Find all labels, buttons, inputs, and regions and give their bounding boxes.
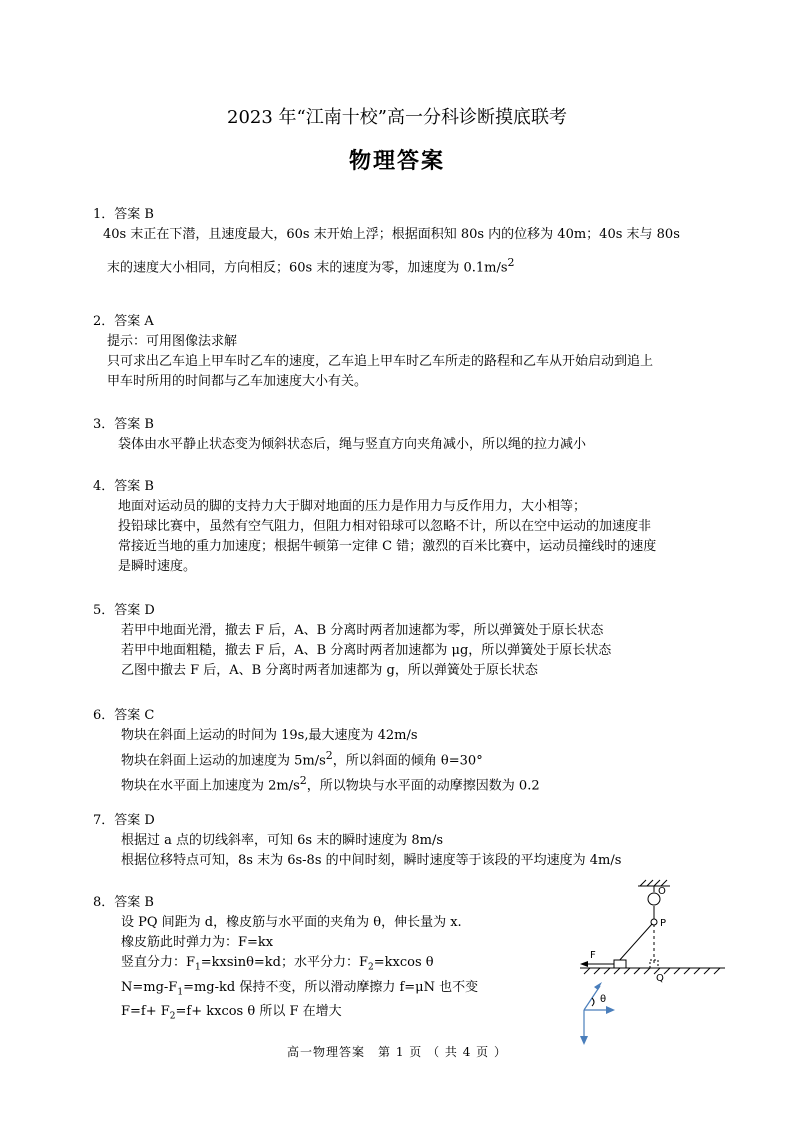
answer-heading: 7．答案 D: [93, 813, 155, 828]
answer-heading: 5．答案 D: [93, 603, 155, 618]
answer-line: 地面对运动员的脚的支持力大于脚对地面的压力是作用力与反作用力，大小相等；: [118, 499, 587, 514]
answer-line: 只可求出乙车追上甲车时乙车的速度，乙车追上甲车时乙车所走的路程和乙车从开始启动到追上: [107, 354, 654, 369]
answer-heading: 8．答案 B: [93, 895, 154, 910]
answer-heading: 6．答案 C: [93, 708, 155, 723]
label-theta: θ: [600, 994, 607, 1005]
answer-heading: 3．答案 B: [93, 417, 154, 432]
answer-line: 40s 末正在下潜，且速度最大，60s 末开始上浮；根据面积知 80s 内的位移为 40m；40s 末与 80s: [103, 227, 680, 242]
answer-line: 物块在水平面上加速度为 $2m/s^2$，所以物块与水平面的动摩擦因数为 0.2: [121, 774, 540, 794]
answer-line: 若甲中地面光滑，撤去 F 后，A、B 分离时两者加速都为零，所以弹簧处于原长状态: [121, 623, 604, 638]
answer-line: 物块在斜面上运动的加速度为 $5m/s^2$，所以斜面的倾角 θ=30°: [121, 749, 483, 769]
answer-line: 提示：可用图像法求解: [107, 334, 238, 349]
ground-hatch: [584, 968, 720, 974]
answer-line: $N=mg-F_1=mg-kd$ 保持不变，所以滑动摩擦力 f=μN 也不变: [121, 979, 479, 998]
answer-line: 物块在斜面上运动的时间为 19s,最大速度为 42m/s: [121, 728, 418, 743]
force-f-arrowhead: [580, 961, 588, 967]
page-title: 2023 年“江南十校”高一分科诊断摸底联考: [227, 107, 567, 128]
label-q: Q: [656, 973, 664, 984]
page-footer: 高一物理答案 第 1 页 （ 共 4 页 ）: [287, 1045, 507, 1059]
answer-line: 投铅球比赛中，虽然有空气阻力，但阻力相对铅球可以忽略不计，所以在空中运动的加速度非: [118, 519, 652, 534]
elastic-cord: [618, 924, 652, 962]
answer-line: 乙图中撤去 F 后，A、B 分离时两者加速都为 g，所以弹簧处于原长状态: [121, 663, 538, 678]
answer-4: [93, 477, 656, 577]
force-horizontal-arrowhead: [606, 1006, 615, 1014]
physics-diagram: [570, 878, 730, 1048]
page-subtitle: 物理答案: [348, 149, 445, 174]
answer-line: 是瞬时速度。: [118, 559, 197, 574]
force-diagonal-arrowhead: [594, 982, 602, 990]
answer-6: [93, 706, 540, 797]
answer-heading: 2．答案 A: [93, 314, 154, 329]
label-f: F: [590, 950, 596, 961]
answer-heading: 4．答案 B: [93, 479, 154, 494]
answer-line: 袋体由水平静止状态变为倾斜状态后，绳与竖直方向夹角减小，所以绳的拉力减小: [118, 437, 587, 452]
answer-heading: 1．答案 B: [93, 207, 154, 222]
answer-line: 若甲中地面粗糙，撤去 F 后，A、B 分离时两者加速都为 μg，所以弹簧处于原长状态: [121, 643, 612, 658]
answer-7: [93, 811, 621, 871]
answer-1: [93, 205, 680, 278]
answer-line: 竖直分力：$F_1=kxsin\theta=kd$；水平分力：$F_2=kxcos$ θ: [121, 955, 434, 973]
point-p-circle: [651, 919, 657, 925]
label-p: P: [660, 918, 667, 929]
theta-arc: [592, 998, 594, 1006]
answer-line: 常接近当地的重力加速度；根据牛顿第一定律 C 错；激烈的百米比赛中，运动员撞线时的速度: [118, 539, 657, 554]
answer-5: [93, 601, 611, 681]
answer-line: 甲车时所用的时间都与乙车加速度大小有关。: [107, 374, 368, 389]
block: [614, 960, 626, 968]
answer-line: $F=f+ F_2=f+ kxcos$ θ 所以 F 在增大: [121, 1004, 342, 1022]
answer-line: 橡皮筋此时弹力为：F=kx: [121, 935, 274, 950]
answer-line: 根据过 a 点的切线斜率，可知 6s 末的瞬时速度为 8m/s: [121, 833, 444, 848]
answer-line: 末的速度大小相同，方向相反；60s 末的速度为零，加速度为 $0.1m/s^2$: [107, 256, 515, 276]
label-o: O: [658, 886, 666, 897]
answer-line: 根据位移特点可知，8s 末为 6s-8s 的中间时刻，瞬时速度等于该段的平均速度为 4m/s: [121, 853, 622, 868]
answer-2: [93, 312, 653, 392]
answer-line: 设 PQ 间距为 d，橡皮筋与水平面的夹角为 θ，伸长量为 x.: [121, 915, 462, 930]
answer-8: [93, 893, 478, 1027]
answer-3: [93, 415, 586, 455]
